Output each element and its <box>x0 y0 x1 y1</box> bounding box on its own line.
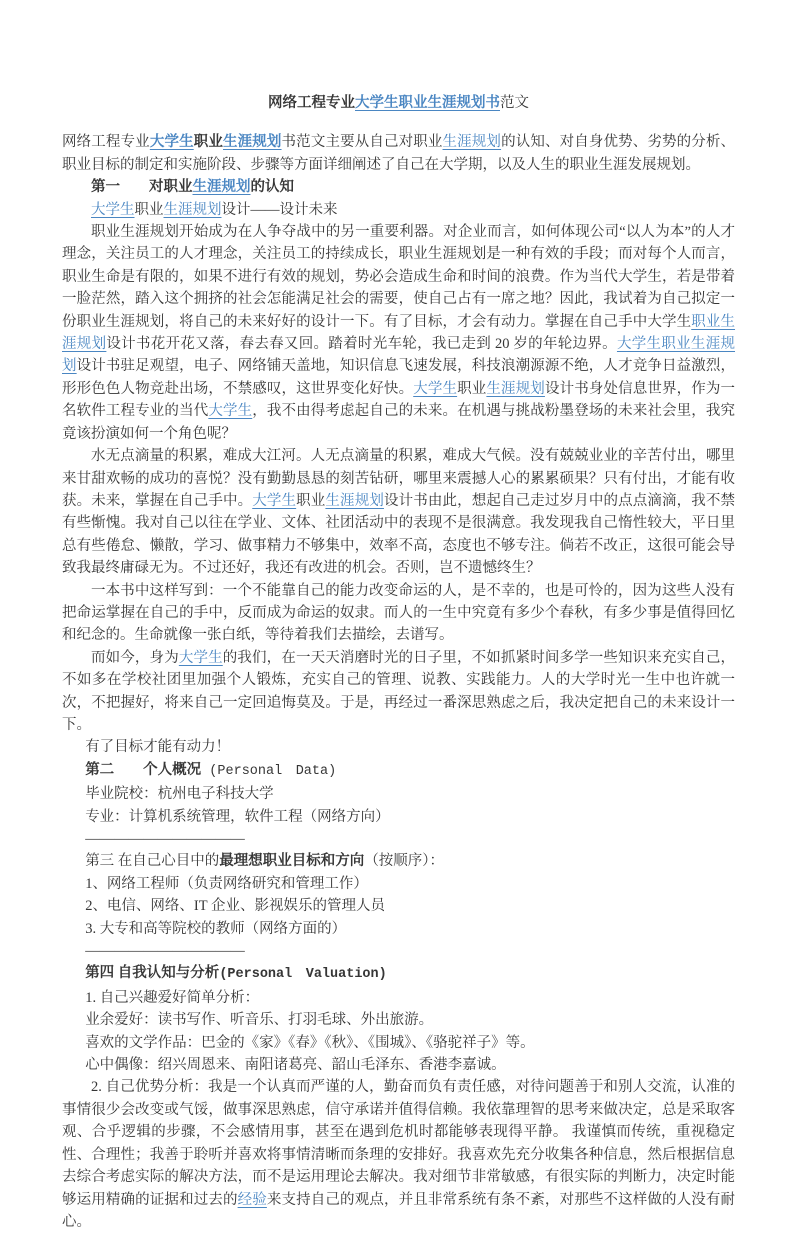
text-segment: 1. 自己兴趣爱好简单分析： <box>85 989 260 1006</box>
text-segment: ——————————— <box>85 943 245 960</box>
text-segment: ——————————— <box>85 831 245 847</box>
section-3-heading <box>62 850 735 872</box>
text-segment: 喜欢的文学作品：巴金的《家》《春》《秋》、《围城》、《骆驼祥子》等。 <box>85 1034 535 1051</box>
text-segment: (Personal Data) <box>201 763 337 779</box>
info-line-idols <box>62 1054 735 1076</box>
paragraph <box>62 221 735 445</box>
subtitle-line <box>62 199 735 221</box>
info-line-school <box>62 783 735 805</box>
section-1-heading <box>62 176 735 198</box>
text-segment: 2. 自己优势分析：我是一个认真而严谨的人，勤奋而负有责任感，对待问题善于和别人交流，认准的事情很少会改变或气馁，做事深思熟虑，信守承诺并值得信赖。我依靠理智的思考来做决定，总是采取客观、合乎逻辑的步骤，不会感情用事，甚至在遇到危机时都能够表现得平静。 我谨慎而传统，重视稳定性、合理性；我善于聆听并喜欢将事情清晰而条理的安排好。我喜欢先充分收集各种信息，然后根据信息去综合考虑实际的解决方法，而不是运用理论去解决。我对细节非常敏感，有很实际的判断力，决定时能够运用精确的证据和过去的 <box>62 1079 735 1208</box>
text-segment: 最理想职业目标和方向 <box>219 853 365 870</box>
text-segment: 设计书花开花又落，春去春又回。踏着时光车轮，我已走到 20 岁的年轮边界。 <box>106 336 617 353</box>
keyword-link[interactable]: 大学生 <box>413 380 458 397</box>
separator-line <box>62 940 735 962</box>
text-segment: 来支持自己的观点，并且非常系统有条不紊，对那些不这样做的人没有耐心。 <box>62 1191 736 1230</box>
section-4-heading <box>62 962 735 986</box>
keyword-link[interactable]: 生涯规划 <box>223 134 282 151</box>
text-segment: 设计——设计未来 <box>221 201 338 218</box>
keyword-link[interactable]: 大学生 <box>252 492 297 509</box>
text-segment: 设计书驻足观望，电子、网络铺天盖地，知识信息飞速发展，科技浪潮源源不绝，人才竞争日益激烈，形形色色人物竞赴出场，不禁感叹，这世界变化好快。 <box>62 358 736 397</box>
keyword-link[interactable]: 大学生 <box>208 403 253 420</box>
separator-line <box>62 828 735 850</box>
paragraph <box>62 647 735 737</box>
text-segment: 水无点滴量的积累，难成大江河。人无点滴量的积累，难成大气候。没有兢兢业业的辛苦付出，哪里来甘甜欢畅的成功的喜悦？没有勤勤恳恳的刻苦钻研，哪里来震撼人心的累累硕果？只有付出，才能有收获。未来，掌握在自己手中。 <box>62 448 735 509</box>
text-segment: 专业：计算机系统管理，软件工程（网络方向） <box>85 808 390 825</box>
text-segment: 第一 对职业 <box>91 179 193 196</box>
text-segment: 职业生涯规划开始成为在人争夺战中的另一重要利器。对企业而言，如何体现公司“以人为本”的人才理念，关注员工的人才理念，关注员工的持续成长，职业生涯规划是一种有效的手段；而对每个人而言，职业生命是有限的，如果不进行有效的规划，势必会造成生命和时间的浪费。作为当代大学生，若是带着一脸茫然，踏入这个拥挤的社会怎能满足社会的需要，使自己占有一席之地？因此，我试着为自己拟定一份职业生涯规划，将自己的未来好好的设计一下。有了目标，才会有动力。掌握在自己手中大学生 <box>62 224 735 330</box>
text-segment: 业余爱好：读书写作、听音乐、打羽毛球、外出旅游。 <box>85 1012 434 1029</box>
text-segment: 书范文主要从自己对职业 <box>281 134 443 151</box>
keyword-link[interactable]: 经验 <box>237 1191 267 1208</box>
text-segment: 3. 大专和高等院校的教师（网络方面的） <box>85 920 347 937</box>
text-segment: 1、网络工程师（负责网络研究和管理工作） <box>85 875 368 892</box>
keyword-link[interactable]: 大学生职业生涯规划书 <box>355 95 500 111</box>
motto-line <box>62 736 735 758</box>
text-segment: 网络工程专业 <box>62 134 150 151</box>
intro-paragraph <box>62 131 735 176</box>
info-line-literature <box>62 1032 735 1054</box>
keyword-link[interactable]: 职业生涯规划 <box>62 313 736 353</box>
keyword-link[interactable]: 生涯规划 <box>192 179 251 196</box>
text-segment: 有了目标才能有动力！ <box>85 739 231 756</box>
list-item <box>62 895 735 917</box>
document-title <box>62 92 735 114</box>
text-segment: 的认知、对自身优势、劣势的分析、职业目标的制定和实施阶段、步骤等方面详细阐述了自己在大学期，以及人生的职业生涯发展规划。 <box>62 134 736 173</box>
keyword-link[interactable]: 大学生 <box>91 201 135 218</box>
text-segment: 范文 <box>500 95 529 111</box>
text-segment: 而如今，身为 <box>91 649 179 666</box>
paragraph <box>62 1076 735 1233</box>
text-segment: 设计书由此，想起自己走过岁月中的点点滴滴，我不禁有些惭愧。我对自己以往在学业、文体、社团活动中的表现不是很满意。我发现我自己惰性较大，平日里总有些倦怠、懒散，学习、做事精力不够集中，效率不高，态度也不够专注。倘若不改正，这很可能会导致我最终庸碌无为。不过还好，我还有改进的机会。否则，岂不遗憾终生？ <box>62 492 736 577</box>
text-segment: (Personal Valuation) <box>219 967 387 983</box>
text-segment: 的认知 <box>250 179 294 196</box>
text-segment: 毕业院校：杭州电子科技大学 <box>85 786 274 803</box>
keyword-link[interactable]: 大学生职业生涯规划 <box>62 336 736 375</box>
keyword-link[interactable]: 生涯规划 <box>325 492 384 509</box>
keyword-link[interactable]: 大学生 <box>178 649 223 666</box>
text-segment: 2、电信、网络、IT 企业、影视娱乐的管理人员 <box>85 898 385 915</box>
info-line-hobby <box>62 1009 735 1031</box>
text-segment: 职业 <box>296 492 326 509</box>
list-item <box>62 987 735 1009</box>
keyword-link[interactable]: 生涯规划 <box>442 134 502 151</box>
list-item <box>62 918 735 940</box>
section-2-heading <box>62 759 735 783</box>
text-segment: 职业 <box>457 380 487 397</box>
text-segment: 网络工程专业 <box>268 95 355 111</box>
paragraph <box>62 580 735 647</box>
text-segment: 职业 <box>134 201 164 218</box>
info-line-major <box>62 806 735 828</box>
keyword-link[interactable]: 大学生 <box>149 134 194 151</box>
text-segment: 的我们，在一天天消磨时光的日子里，不如抓紧时间多学一些知识来充实自己，不如多在学校社团里加强个人锻炼，充实自己的管理、说教、实践能力。人的大学时光一生中也许就一次，不把握好，将来自己一定回追悔莫及。于是，再经过一番深思熟虑之后，我决定把自己的未来设计一下。 <box>62 649 736 733</box>
text-segment: 第二 个人概况 <box>85 761 202 778</box>
text-segment: （按顺序）： <box>364 853 445 870</box>
text-segment: 第三 在自己心目中的 <box>85 853 220 870</box>
text-segment: ，我不由得考虑起自己的未来。在机遇与挑战粉墨登场的未来社会里，我究竟该扮演如何一个角色呢？ <box>62 403 736 442</box>
text-segment: 设计书身处信息世界，作为一名软件工程专业的当代 <box>62 380 736 420</box>
keyword-link[interactable]: 生涯规划 <box>486 380 545 397</box>
text-segment: 一本书中这样写到：一个不能靠自己的能力改变命运的人，是不幸的，也是可怜的，因为这些人没有把命运掌握在自己的手中，反而成为命运的奴隶。而人的一生中究竟有多少个春秋，有多少事是值得回忆和纪念的。生命就像一张白纸，等待着我们去描绘，去谱写。 <box>62 582 735 644</box>
list-item <box>62 873 735 895</box>
text-segment: 心中偶像：绍兴周恩来、南阳诸葛亮、韶山毛泽东、香港李嘉诚。 <box>85 1057 506 1074</box>
paragraph <box>62 445 735 579</box>
keyword-link[interactable]: 生涯规划 <box>163 201 222 218</box>
text-segment: 第四 自我认知与分析 <box>85 965 220 982</box>
text-segment: 职业 <box>193 134 223 151</box>
